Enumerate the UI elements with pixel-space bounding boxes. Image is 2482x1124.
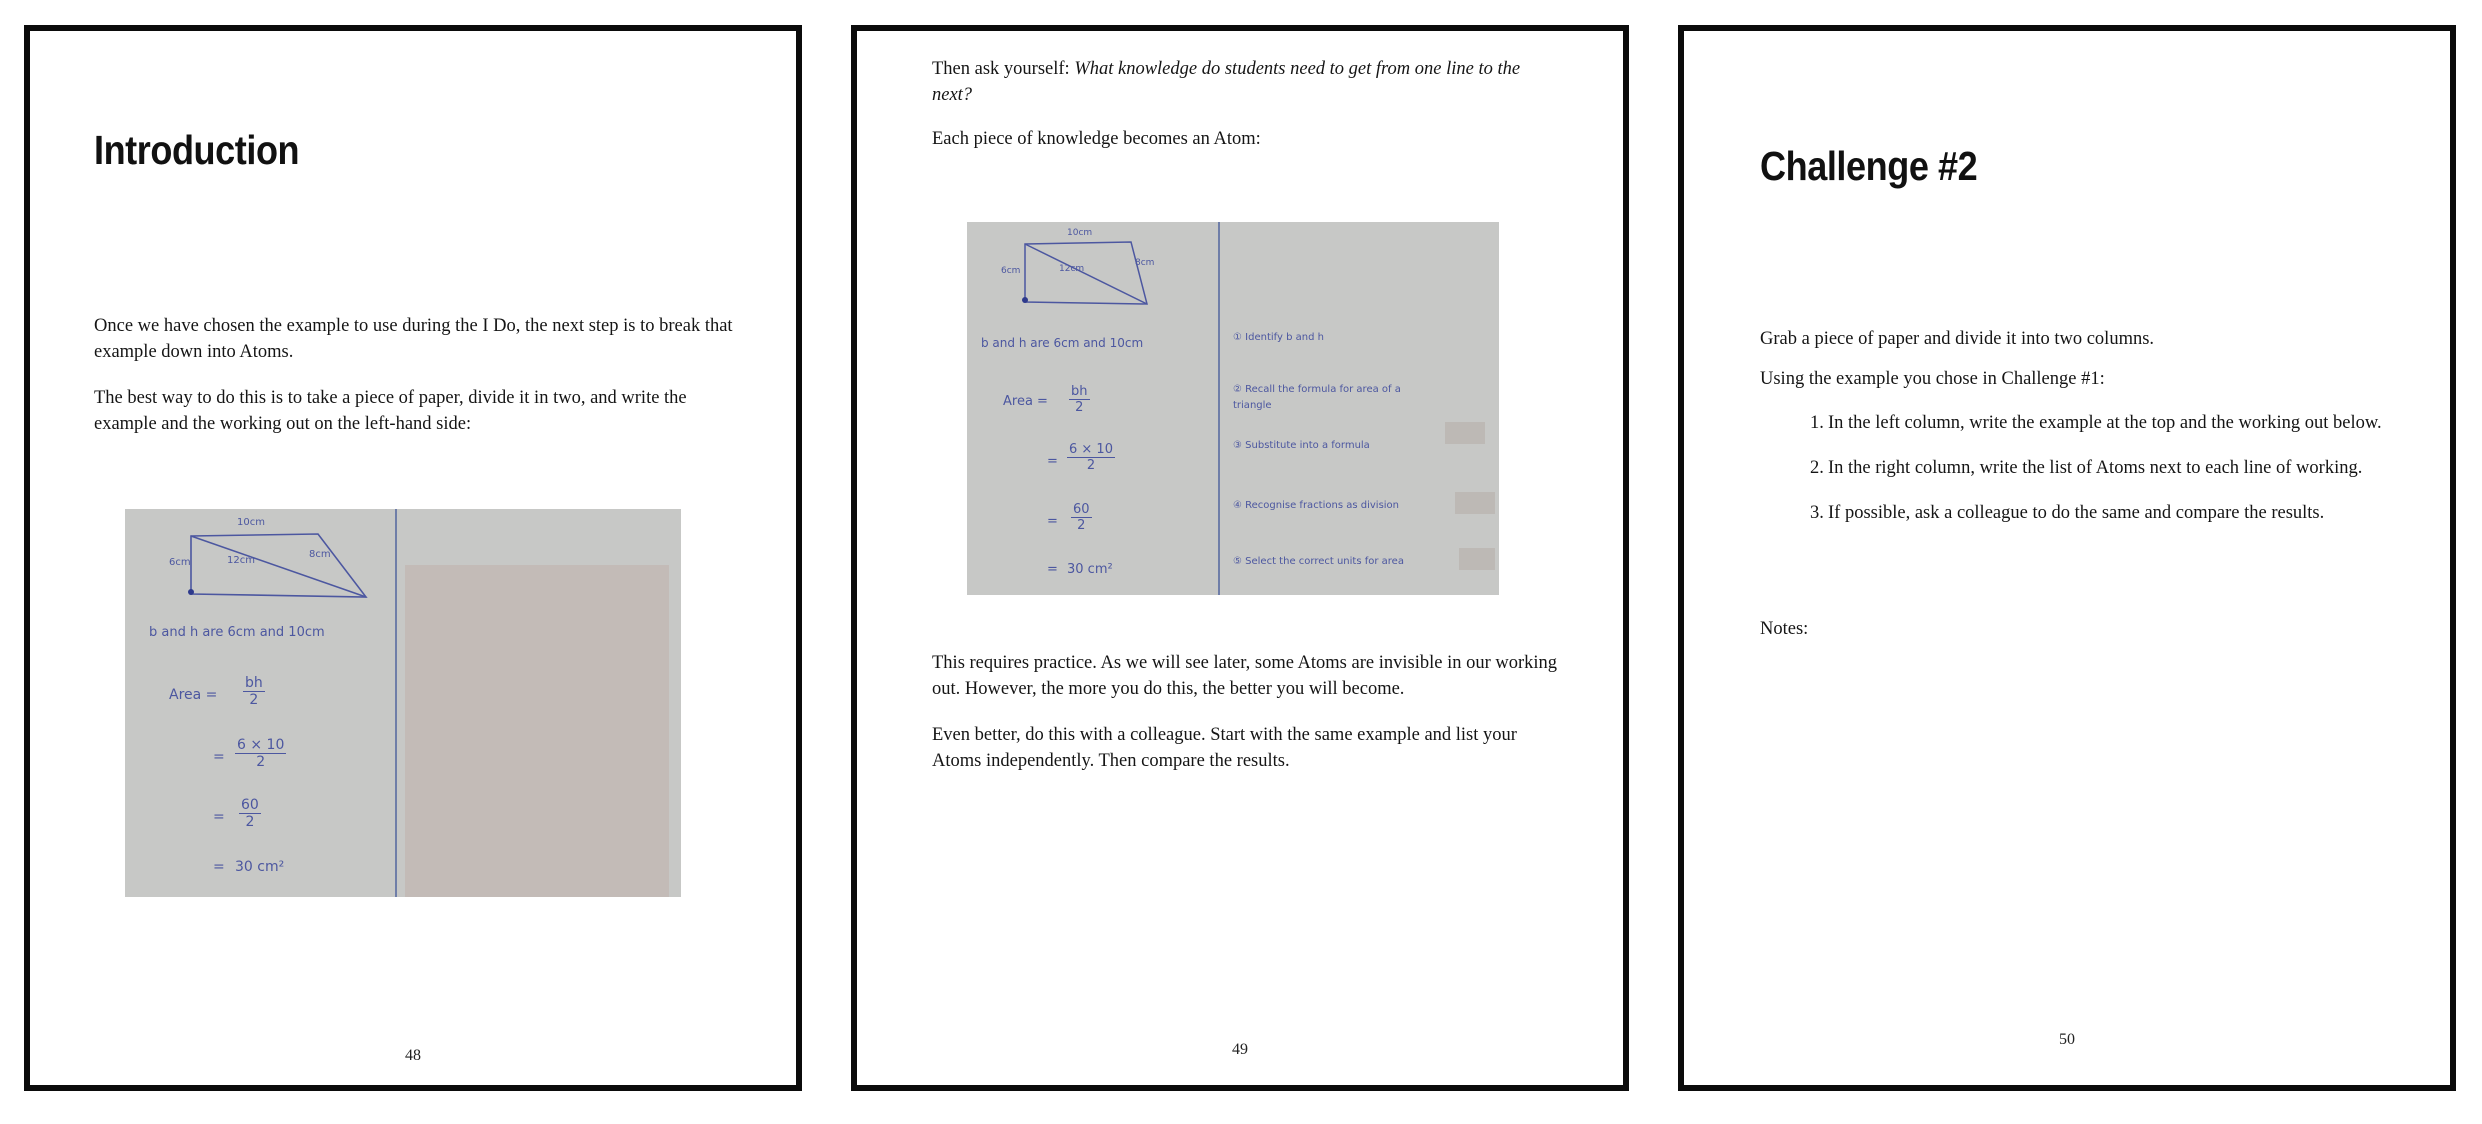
paragraph: Even better, do this with a colleague. Start with the same example and list your Atoms independently. Then compare the results. [932,725,1517,771]
equals-sign: = [213,859,225,875]
working-line [239,797,261,830]
given-line: b and h are 6cm and 10cm [981,336,1144,350]
redacted-area [405,565,669,897]
dim-top: 10cm [237,517,265,528]
paragraph: Using the example you chose in Challenge #1: [1760,369,2105,389]
working-line [1069,384,1090,415]
page-49 [851,25,1629,1091]
page-50 [1678,25,2456,1091]
paragraph [932,57,1562,108]
dim-left: 6cm [169,557,191,568]
intro-question: What knowledge do students need to get from one line to the next? [932,59,1521,105]
fraction-denominator: 2 [256,754,266,770]
equals-sign: = [1047,514,1058,529]
fraction-numerator: 60 [1073,502,1090,517]
fraction-denominator: 2 [249,692,259,708]
dim-diag: 12cm [1059,264,1085,274]
atom-item: ③ Substitute into a formula [1233,440,1370,451]
atom-item: ① Identify b and h [1233,332,1324,343]
page-heading: Introduction [94,127,300,173]
page-number: 49 [1232,1041,1248,1058]
worksheet-photo [125,509,681,897]
atom-item: ⑤ Select the correct units for area [1233,556,1404,567]
challenge-step: If possible, ask a colleague to do the same and compare the results. [1828,503,2325,523]
working-result: 30 cm² [1067,562,1113,577]
equals-sign: = [213,809,225,825]
fraction-denominator: 2 [1077,518,1086,533]
paragraph: This requires practice. As we will see later, some Atoms are invisible in our working out. However, the more you do this, the better you will become. [932,653,1558,699]
page-48 [24,25,802,1091]
equals-sign: = [213,749,225,765]
paragraph: Once we have chosen the example to use during the I Do, the next step is to break that example down into Atoms. [94,316,733,362]
paragraph: Each piece of knowledge becomes an Atom: [932,129,1261,149]
column-divider [1218,222,1220,595]
fraction-denominator: 2 [1075,400,1084,415]
working-line [1071,502,1092,533]
equals-sign: = [1047,562,1058,577]
dim-diag: 12cm [227,555,255,566]
fraction-denominator: 2 [245,814,255,830]
page-heading: Challenge #2 [1760,143,1978,189]
challenge-step: In the right column, write the list of Atoms next to each line of working. [1828,458,2363,478]
challenge-step: In the left column, write the example at the top and the working out below. [1828,413,2382,433]
worksheet-photo [967,222,1499,595]
atom-list [1229,222,1491,595]
redacted-area [1459,548,1495,570]
area-label: Area = [1003,394,1048,409]
column-divider [395,509,397,897]
redacted-area [1455,492,1495,514]
atom-item: ④ Recognise fractions as division [1233,500,1400,511]
working-line [1067,442,1115,473]
given-line: b and h are 6cm and 10cm [149,625,325,640]
fraction-numerator: 6 × 10 [237,737,285,753]
fraction-numerator: 6 × 10 [1069,442,1113,457]
page-number: 48 [405,1047,421,1064]
dim-right: 8cm [1135,258,1155,268]
fraction-numerator: bh [1071,384,1088,399]
challenge-steps [1760,411,2388,546]
fraction-numerator: 60 [241,797,259,813]
dim-top: 10cm [1067,228,1093,238]
working-result: 30 cm² [235,859,285,875]
fraction-denominator: 2 [1086,458,1096,473]
dim-right: 8cm [309,549,331,560]
dim-left: 6cm [1001,266,1021,276]
fraction-numerator: bh [245,675,263,691]
redacted-area [1445,422,1485,444]
working-line [235,737,286,770]
working-line [243,675,265,708]
notes-label: Notes: [1760,619,1809,639]
page-number: 50 [2059,1031,2075,1048]
area-label: Area = [169,687,218,703]
paragraph: The best way to do this is to take a piece of paper, divide it in two, and write the example and the working out on the left-hand side: [94,388,687,434]
atom-item: ② Recall the formula for area of a triangle [1233,384,1401,411]
paragraph: Grab a piece of paper and divide it into two columns. [1760,329,2155,349]
equals-sign: = [1047,454,1058,469]
intro-prefix: Then ask yourself: [932,59,1075,79]
